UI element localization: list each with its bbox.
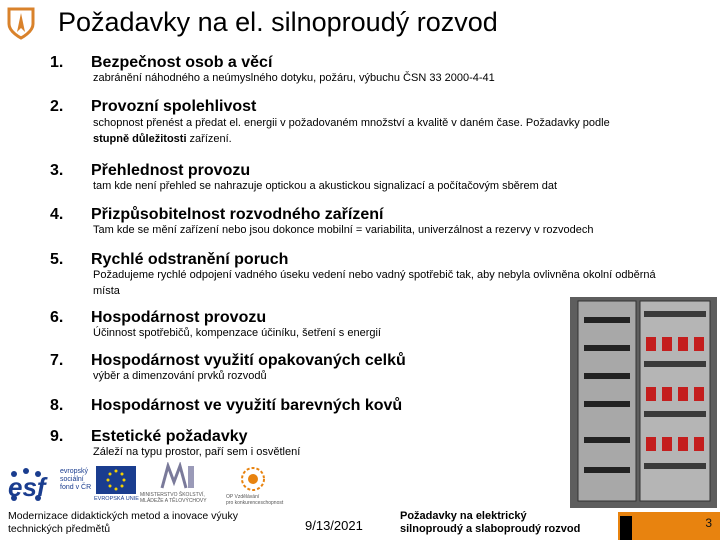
item-number: 5. — [50, 251, 64, 268]
esf-mark: esf — [8, 472, 46, 502]
item-heading: Přehlednost provozu — [91, 162, 251, 179]
esf-text-2: sociální — [60, 476, 84, 483]
footer-topic-line-1: Požadavky na elektrický — [400, 510, 527, 522]
esf-text-3: fond v ČR — [60, 484, 92, 491]
item-number: 6. — [50, 309, 64, 326]
msmt-logo — [140, 462, 216, 508]
opvk-text-2: pro konkurenceschopnost — [226, 500, 284, 506]
msmt-mark-icon — [160, 462, 196, 490]
item-detail — [93, 115, 673, 147]
footer-topic-line-2: silnoproudý a slaboproudý rozvod — [400, 523, 581, 535]
footer-accent-bar — [618, 512, 720, 540]
opvk-mark-icon — [238, 466, 268, 492]
school-logo-icon — [6, 6, 36, 40]
item-heading: Rychlé odstranění poruch — [91, 251, 289, 268]
switchboard-photo — [570, 297, 717, 508]
item-detail-bold: stupně důležitosti — [93, 133, 187, 145]
eu-text: EVROPSKÁ UNIE — [94, 496, 139, 502]
item-detail-text: schopnost přenést a předat el. energii v požadovaném množství a kvalitě v daném čase. Požadavky podle — [93, 117, 610, 129]
footer-project-line-1: Modernizace didaktických metod a inovace výuky — [8, 510, 238, 522]
item-number: 9. — [50, 428, 64, 445]
msmt-text-2: MLÁDEŽE A TĚLOVÝCHOVY — [140, 498, 207, 504]
item-detail: Záleží na typu prostor, paří sem i osvětlení — [93, 446, 301, 458]
opvk-logo — [226, 466, 286, 508]
item-detail: výběr a dimenzování prvků rozvodů — [93, 370, 267, 382]
item-number: 2. — [50, 98, 64, 115]
item-detail-tail: zařízení. — [186, 133, 232, 145]
item-heading: Provozní spolehlivost — [91, 98, 257, 115]
esf-text-1: evropský — [60, 468, 89, 475]
item-heading: Hospodárnost využití opakovaných celků — [91, 352, 406, 369]
footer-project-line-2: technických předmětů — [8, 523, 111, 535]
item-heading: Hospodárnost ve využití barevných kovů — [91, 397, 403, 414]
footer-block — [620, 516, 632, 540]
eu-flag-icon — [96, 466, 136, 494]
item-heading: Přizpůsobitelnost rozvodného zařízení — [91, 206, 384, 223]
item-number: 3. — [50, 162, 64, 179]
msmt-text-1: MINISTERSTVO ŠKOLSTVÍ, — [140, 492, 205, 498]
page-title: Požadavky na el. silnoproudý rozvod — [58, 7, 498, 37]
footer-project — [8, 510, 238, 536]
item-heading: Bezpečnost osob a věcí — [91, 54, 273, 71]
item-heading: Estetické požadavky — [91, 428, 248, 445]
item-detail: tam kde není přehled se nahrazuje optickou a akustickou signalizací a počítačovým sběrem dat — [93, 180, 558, 192]
opvk-text-1: OP Vzdělávání — [226, 494, 260, 500]
item-number: 4. — [50, 206, 64, 223]
esf-logo — [6, 466, 138, 506]
item-detail: Účinnost spotřebičů, kompenzace účiníku, šetření s energií — [93, 327, 381, 339]
item-heading: Hospodárnost provozu — [91, 309, 267, 326]
item-number: 1. — [50, 54, 64, 71]
page-number: 3 — [705, 516, 712, 530]
footer-date: 9/13/2021 — [305, 518, 363, 533]
item-detail: zabránění náhodného a neúmyslného dotyku, požáru, výbuchu ČSN 33 2000-4-41 — [93, 72, 495, 84]
item-detail: Tam kde se mění zařízení nebo jsou dokonce mobilní = variabilita, univerzálnost a rezervy v rozvodech — [93, 224, 594, 236]
item-number: 8. — [50, 397, 64, 414]
footer-topic — [400, 510, 580, 536]
item-number: 7. — [50, 352, 64, 369]
item-detail: Požadujeme rychlé odpojení vadného úseku vedení nebo vadný spotřebič tak, aby nebyla ovlivněna okolní odběrná místa — [93, 269, 656, 297]
